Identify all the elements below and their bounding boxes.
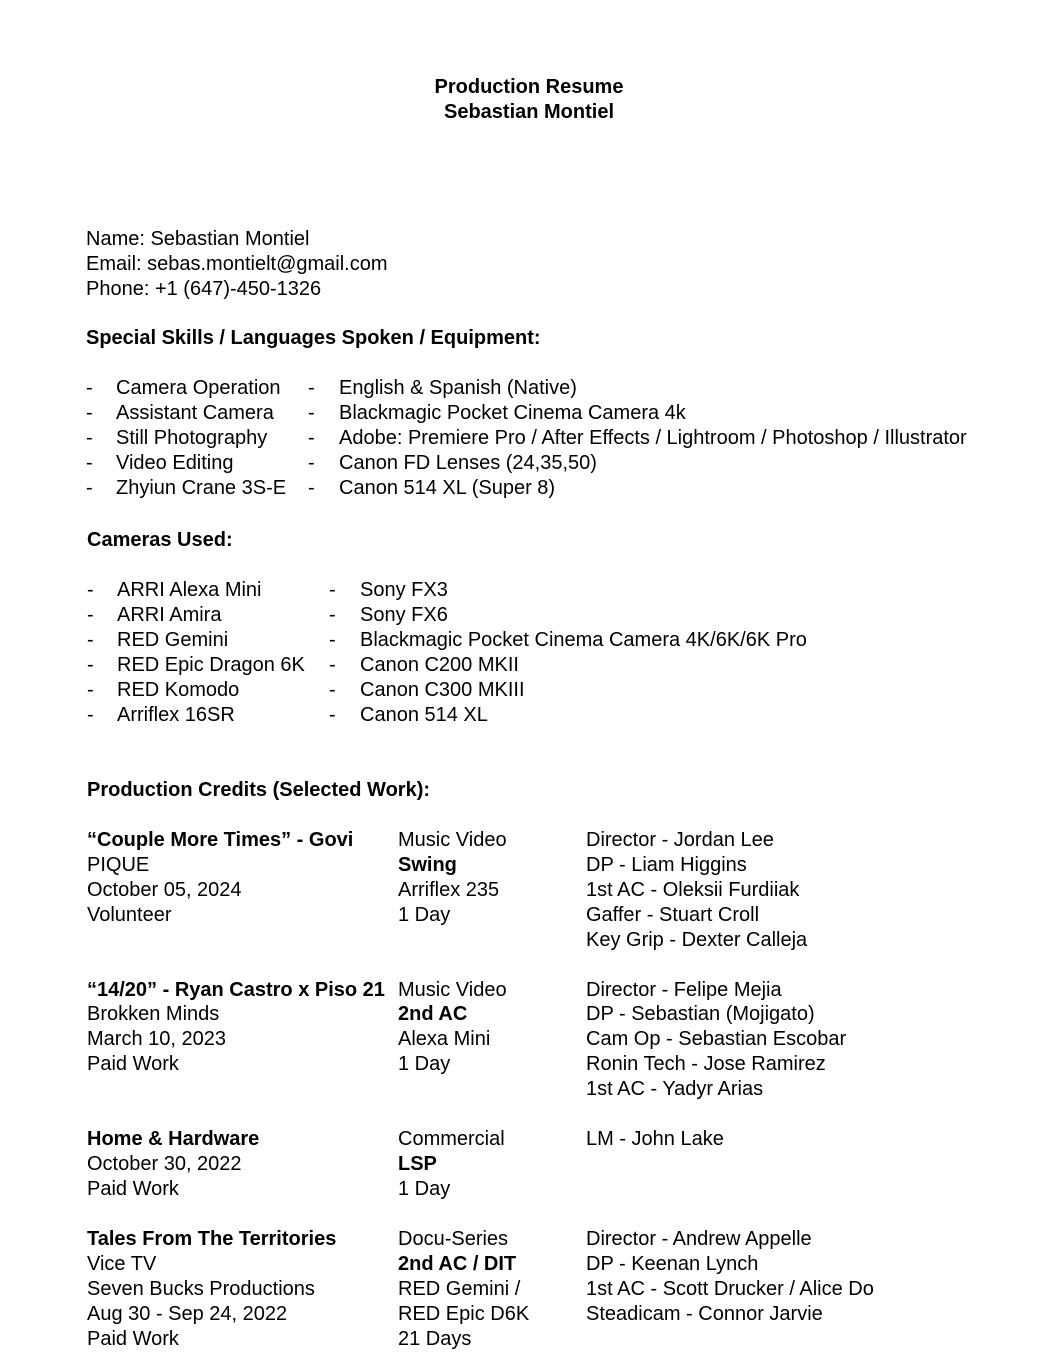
camera-item: Canon C200 MKII <box>360 654 519 676</box>
credit-title: “Couple More Times” - Govi <box>87 829 354 851</box>
credit-client: PIQUE <box>87 854 150 876</box>
contact-name: Name: Sebastian Montiel <box>86 228 310 250</box>
camera-item: RED Komodo <box>117 679 240 701</box>
bullet-dash: - <box>87 629 94 651</box>
credit-camera: RED Epic D6K <box>398 1303 530 1325</box>
credit-crew: DP - Liam Higgins <box>586 854 747 876</box>
credit-crew: 1st AC - Yadyr Arias <box>586 1078 764 1100</box>
contact-email: Email: sebas.montielt@gmail.com <box>86 253 388 275</box>
list-item <box>0 426 1058 451</box>
credit-title: “14/20” - Ryan Castro x Piso 21 <box>87 979 385 1001</box>
list-item <box>0 678 1058 703</box>
camera-item: Blackmagic Pocket Cinema Camera 4K/6K/6K Pro <box>360 629 807 651</box>
skill-item: Video Editing <box>116 452 234 474</box>
credit-title: Home & Hardware <box>87 1128 260 1150</box>
bullet-dash: - <box>308 402 315 424</box>
bullet-dash: - <box>87 579 94 601</box>
credit-crew: Director - Jordan Lee <box>586 829 774 851</box>
credit-camera: Arriflex 235 <box>398 879 500 901</box>
skill-item: Zhyiun Crane 3S-E <box>116 477 287 499</box>
contact-phone: Phone: +1 (647)-450-1326 <box>86 278 322 300</box>
credit-crew: Gaffer - Stuart Croll <box>586 904 760 926</box>
credit-role: 2nd AC / DIT <box>398 1253 517 1275</box>
credit-duration: 1 Day <box>398 904 451 926</box>
skill-item: Still Photography <box>116 427 268 449</box>
credit-camera: RED Gemini / <box>398 1278 521 1300</box>
list-item <box>0 628 1058 653</box>
page-title: Production Resume <box>434 76 624 98</box>
credit-format: Music Video <box>398 829 507 851</box>
credit-date: March 10, 2023 <box>87 1028 226 1050</box>
credit-crew: Director - Felipe Mejia <box>586 979 782 1001</box>
camera-item: Canon C300 MKIII <box>360 679 525 701</box>
camera-item: Arriflex 16SR <box>117 704 235 726</box>
bullet-dash: - <box>308 477 315 499</box>
list-item <box>0 476 1058 501</box>
skill-item: English & Spanish (Native) <box>339 377 577 399</box>
credit-type: Paid Work <box>87 1328 179 1350</box>
skills-heading: Special Skills / Languages Spoken / Equipment: <box>86 327 541 349</box>
bullet-dash: - <box>87 679 94 701</box>
bullet-dash: - <box>329 704 336 726</box>
credit-camera: Alexa Mini <box>398 1028 491 1050</box>
bullet-dash: - <box>308 452 315 474</box>
credit-crew: DP - Keenan Lynch <box>586 1253 759 1275</box>
list-item <box>0 703 1058 728</box>
bullet-dash: - <box>329 679 336 701</box>
list-item <box>0 401 1058 426</box>
bullet-dash: - <box>86 427 93 449</box>
camera-item: Sony FX6 <box>360 604 448 626</box>
list-item <box>0 653 1058 678</box>
list-item <box>0 603 1058 628</box>
skill-item: Canon 514 XL (Super 8) <box>339 477 556 499</box>
credit-client: Seven Bucks Productions <box>87 1278 315 1300</box>
credit-date: October 30, 2022 <box>87 1153 242 1175</box>
bullet-dash: - <box>86 377 93 399</box>
camera-item: ARRI Amira <box>117 604 222 626</box>
credit-title: Tales From The Territories <box>87 1228 337 1250</box>
bullet-dash: - <box>86 452 93 474</box>
bullet-dash: - <box>87 654 94 676</box>
credit-crew: Key Grip - Dexter Calleja <box>586 929 808 951</box>
list-item <box>0 451 1058 476</box>
camera-item: RED Gemini <box>117 629 229 651</box>
cameras-heading: Cameras Used: <box>87 529 233 551</box>
credit-crew: Ronin Tech - Jose Ramirez <box>586 1053 826 1075</box>
credit-duration: 1 Day <box>398 1053 451 1075</box>
credit-role: 2nd AC <box>398 1003 468 1025</box>
credit-crew: LM - John Lake <box>586 1128 724 1150</box>
credit-client: Brokken Minds <box>87 1003 220 1025</box>
camera-item: Sony FX3 <box>360 579 448 601</box>
bullet-dash: - <box>86 402 93 424</box>
bullet-dash: - <box>329 604 336 626</box>
credit-crew: Steadicam - Connor Jarvie <box>586 1303 823 1325</box>
bullet-dash: - <box>308 427 315 449</box>
bullet-dash: - <box>87 604 94 626</box>
bullet-dash: - <box>87 704 94 726</box>
skill-item: Canon FD Lenses (24,35,50) <box>339 452 597 474</box>
credit-type: Volunteer <box>87 904 172 926</box>
camera-item: RED Epic Dragon 6K <box>117 654 305 676</box>
bullet-dash: - <box>329 629 336 651</box>
credit-format: Commercial <box>398 1128 505 1150</box>
credit-crew: Cam Op - Sebastian Escobar <box>586 1028 847 1050</box>
credit-date: Aug 30 - Sep 24, 2022 <box>87 1303 288 1325</box>
credit-role: Swing <box>398 854 457 876</box>
skill-item: Adobe: Premiere Pro / After Effects / Lightroom / Photoshop / Illustrator <box>339 427 967 449</box>
credit-type: Paid Work <box>87 1053 179 1075</box>
bullet-dash: - <box>86 477 93 499</box>
bullet-dash: - <box>308 377 315 399</box>
credit-format: Music Video <box>398 979 507 1001</box>
camera-item: ARRI Alexa Mini <box>117 579 262 601</box>
credit-format: Docu-Series <box>398 1228 509 1250</box>
credit-crew: Director - Andrew Appelle <box>586 1228 812 1250</box>
credit-network: Vice TV <box>87 1253 157 1275</box>
bullet-dash: - <box>329 579 336 601</box>
credit-duration: 1 Day <box>398 1178 451 1200</box>
resume-owner-name: Sebastian Montiel <box>443 101 615 123</box>
skill-item: Blackmagic Pocket Cinema Camera 4k <box>339 402 686 424</box>
list-item <box>0 578 1058 603</box>
skill-item: Assistant Camera <box>116 402 274 424</box>
camera-item: Canon 514 XL <box>360 704 488 726</box>
credit-date: October 05, 2024 <box>87 879 242 901</box>
credit-role: LSP <box>398 1153 437 1175</box>
bullet-dash: - <box>329 654 336 676</box>
list-item <box>0 376 1058 401</box>
credit-crew: DP - Sebastian (Mojigato) <box>586 1003 815 1025</box>
credits-heading: Production Credits (Selected Work): <box>87 779 431 801</box>
credit-duration: 21 Days <box>398 1328 472 1350</box>
credit-crew: 1st AC - Oleksii Furdiiak <box>586 879 800 901</box>
skill-item: Camera Operation <box>116 377 281 399</box>
credit-crew: 1st AC - Scott Drucker / Alice Do <box>586 1278 874 1300</box>
credit-type: Paid Work <box>87 1178 179 1200</box>
